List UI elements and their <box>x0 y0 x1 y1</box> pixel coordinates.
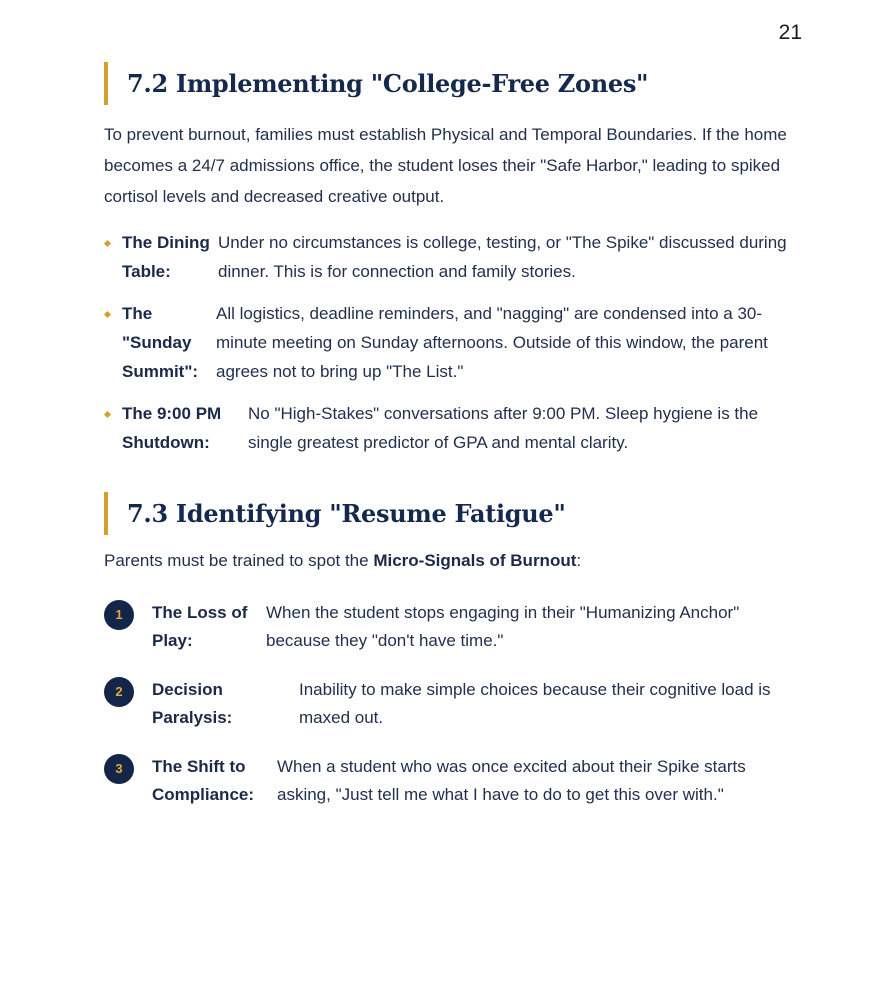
diamond-bullet-icon <box>104 240 111 247</box>
intro-punctuation: : <box>576 551 582 570</box>
item-description: No "High-Stakes" conversations after 9:00 PM. Sleep hygiene is the single greatest predictor of GPA and mental clarity. <box>248 404 759 452</box>
item-description: When the student stops engaging in their "Humanizing Anchor" because they "don't have time." <box>266 603 740 650</box>
section-7-3 <box>104 492 798 809</box>
section-intro: To prevent burnout, families must establish Physical and Temporal Boundaries. If the home becomes a 24/7 admissions office, the student loses their "Safe Harbor," leading to spiked cortisol levels and decreased creative output. <box>104 125 787 206</box>
list-item <box>104 299 798 386</box>
list-item <box>104 599 798 655</box>
list-item <box>104 676 798 732</box>
item-description: Under no circumstances is college, testing, or "The Spike" discussed during dinner. This is for connection and family stories. <box>218 233 787 281</box>
step-number-badge: 2 <box>104 677 134 707</box>
item-term: The Shift to Compliance: <box>152 757 255 804</box>
item-term: The Loss of Play: <box>152 603 248 650</box>
item-term: The Dining Table: <box>122 233 210 281</box>
diamond-bullet-icon <box>104 311 111 318</box>
intro-text: Parents must be trained to spot the <box>104 551 374 570</box>
item-description: When a student who was once excited about their Spike starts asking, "Just tell me what I have to do to get this over with." <box>277 757 746 804</box>
item-description: Inability to make simple choices because their cognitive load is maxed out. <box>299 680 771 727</box>
section-intro <box>104 547 798 575</box>
diamond-bullet-icon <box>104 411 111 418</box>
item-term: The "Sunday Summit": <box>122 304 199 381</box>
item-description: All logistics, deadline reminders, and "nagging" are condensed into a 30-minute meeting on Sunday afternoons. Outside of this window, the parent agrees not to bring up "The List." <box>216 304 768 381</box>
burnout-signal-list <box>104 599 798 809</box>
item-term: The 9:00 PM Shutdown: <box>122 404 222 452</box>
list-item <box>104 228 798 286</box>
step-number-badge: 3 <box>104 754 134 784</box>
page-content <box>104 62 798 830</box>
page-number: 21 <box>778 21 802 44</box>
intro-emphasis: Micro-Signals of Burnout <box>373 551 577 570</box>
section-7-2 <box>104 62 798 457</box>
section-heading: 7.2 Implementing "College-Free Zones" <box>104 62 798 105</box>
boundary-list <box>104 228 798 457</box>
step-number-badge: 1 <box>104 600 134 630</box>
list-item <box>104 399 798 457</box>
item-term: Decision Paralysis: <box>152 680 233 727</box>
list-item <box>104 753 798 809</box>
section-heading: 7.3 Identifying "Resume Fatigue" <box>104 492 798 535</box>
